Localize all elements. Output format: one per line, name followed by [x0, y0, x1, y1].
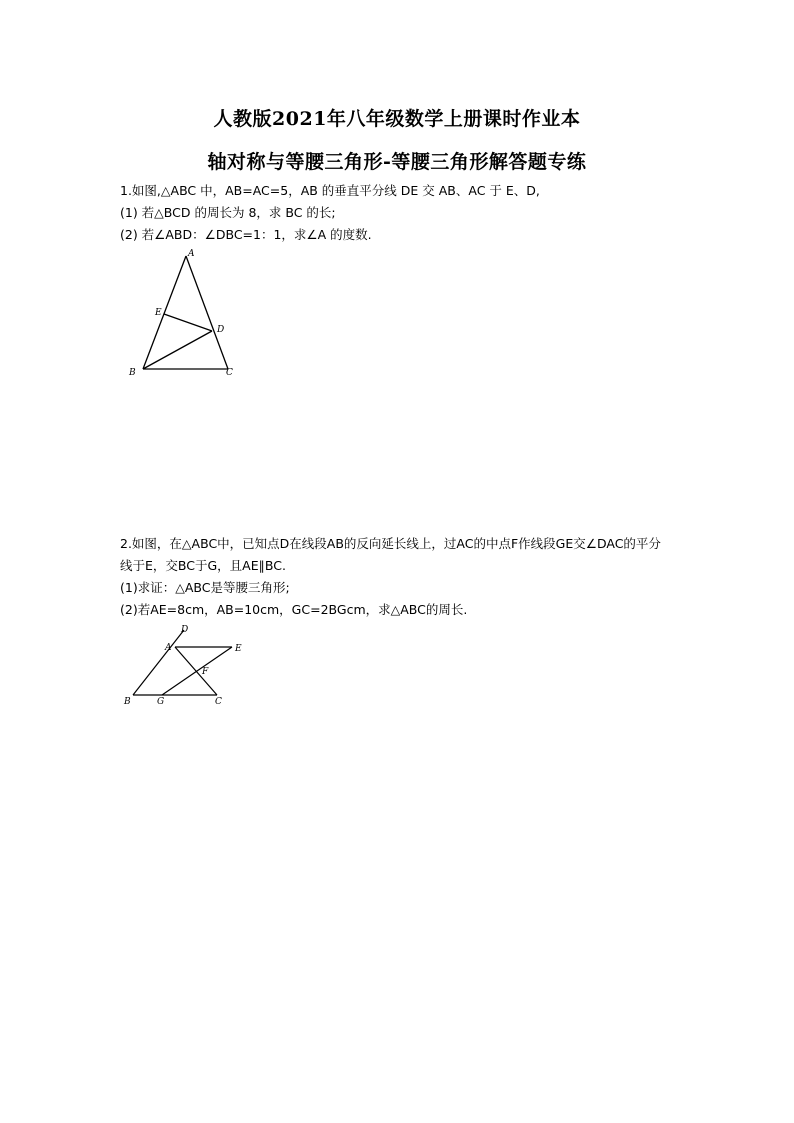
q2-label-c: C	[215, 697, 222, 707]
q1-stem: 1.如图,△ABC 中，AB=AC=5，AB 的垂直平分线 DE 交 AB、AC 于 E、D,	[120, 183, 540, 198]
q1-part1: (1) 若△BCD 的周长为 8，求 BC 的长;	[120, 205, 336, 220]
q2-label-g: G	[157, 697, 165, 707]
q1-label-a: A	[188, 249, 195, 259]
q1-segment-bd	[143, 331, 212, 369]
q2-part1: (1)求证：△ABC是等腰三角形;	[120, 580, 290, 595]
document-subtitle: 轴对称与等腰三角形-等腰三角形解答题专练	[207, 151, 587, 173]
q2-label-d: D	[181, 625, 189, 635]
q1-segment-ed	[164, 314, 212, 331]
q1-segment-ac	[186, 256, 228, 369]
q1-label-b: B	[129, 368, 136, 378]
q2-label-f: F	[202, 667, 209, 677]
q1-label-c: C	[226, 368, 233, 378]
q1-segment-ab	[143, 256, 186, 369]
q2-label-a: A	[165, 643, 172, 653]
q2-segment-ge	[162, 647, 232, 695]
q2-part2: (2)若AE=8cm，AB=10cm，GC=2BGcm，求△ABC的周长.	[120, 602, 468, 617]
q1-part2: (2) 若∠ABD：∠DBC=1：1，求∠A 的度数.	[120, 227, 372, 242]
q1-label-e: E	[155, 308, 162, 318]
q1-figure	[125, 248, 250, 380]
q2-label-e: E	[235, 644, 242, 654]
q2-stem-cont: 线于E，交BC于G，且AE∥BC.	[120, 558, 286, 573]
q2-stem: 2.如图，在△ABC中，已知点D在线段AB的反向延长线上，过AC的中点F作线段GE交∠DAC的平分	[120, 536, 661, 551]
q2-figure	[122, 622, 252, 708]
q2-label-b: B	[124, 697, 131, 707]
document-title: 人教版2021年八年级数学上册课时作业本	[213, 108, 581, 130]
q1-label-d: D	[217, 325, 225, 335]
